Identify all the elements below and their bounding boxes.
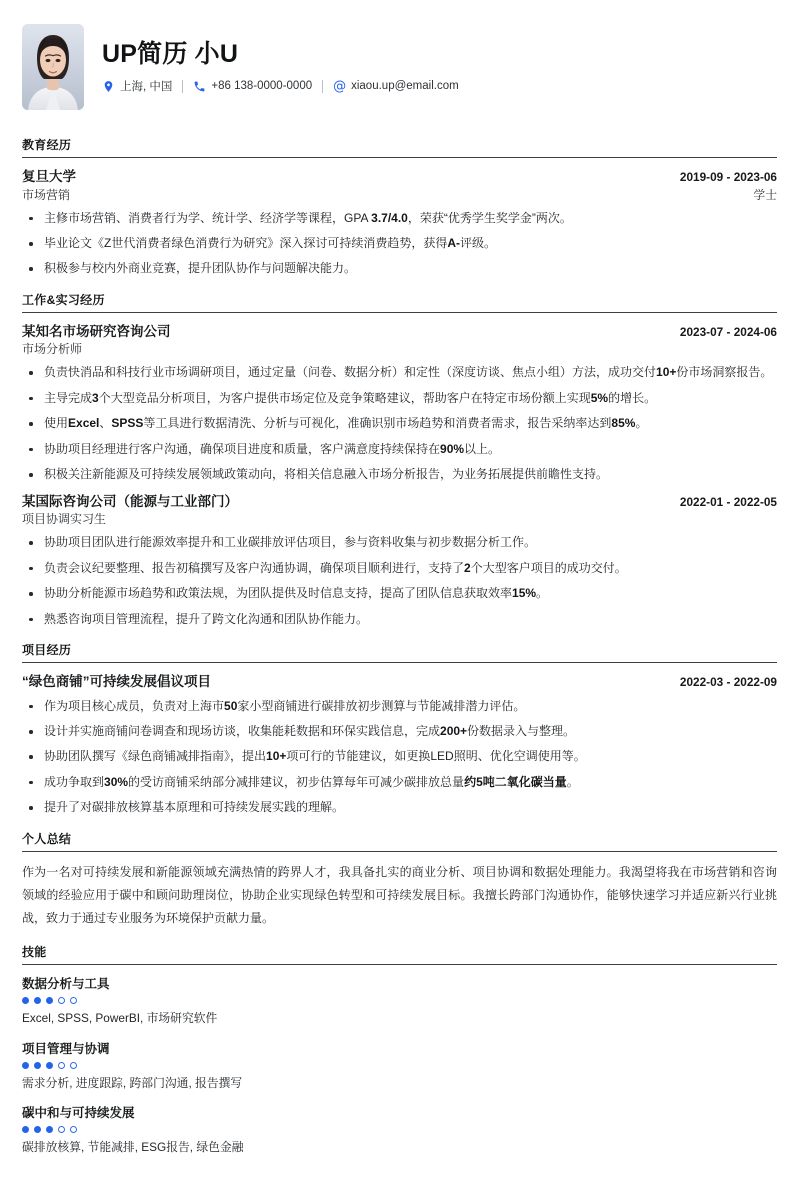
bullet-item: 积极关注新能源及可持续发展领域政策动向，将相关信息融入市场分析报告，为业务拓展提供前瞻性支持。 [22, 465, 777, 484]
entry-header [22, 167, 777, 187]
skills-list [22, 974, 777, 1157]
bullet-item: 协助项目团队进行能源效率提升和工业碳排放评估项目，参与资料收集与初步数据分析工作。 [22, 533, 777, 552]
work-entry [22, 322, 777, 485]
work-bullets [22, 363, 777, 484]
section-skills [22, 943, 777, 1157]
education-bullets [22, 209, 777, 279]
section-education [22, 136, 777, 279]
contact-email [333, 80, 459, 93]
education-degree: 学士 [753, 187, 777, 202]
bullet-item: 使用Excel、SPSS等工具进行数据清洗、分析与可视化，准确识别市场趋势和消费者需求，报告采纳率达到85%。 [22, 414, 777, 433]
section-title-projects: 项目经历 [22, 641, 777, 663]
bullet-item: 设计并实施商铺问卷调查和现场访谈，收集能耗数据和环保实践信息，完成200+份数据录入与整理。 [22, 722, 777, 741]
work-date: 2023-07 - 2024-06 [679, 324, 777, 339]
bullet-item: 协助团队撰写《绿色商铺减排指南》，提出10+项可行的节能建议，如更换LED照明、优化空调使用等。 [22, 747, 777, 766]
education-major: 市场营销 [22, 187, 71, 202]
work-title: 市场分析师 [22, 342, 83, 357]
contact-email-text: xiaou.up@email.com [351, 80, 459, 93]
rating-dot-filled [46, 1062, 53, 1069]
rating-dot-empty [58, 997, 65, 1004]
entry-subheader [22, 186, 777, 204]
rating-dot-filled [34, 1062, 41, 1069]
skill-rating-dots [22, 997, 777, 1004]
work-company: 某知名市场研究咨询公司 [22, 323, 171, 339]
rating-dot-filled [22, 1062, 29, 1069]
identity-block [102, 40, 777, 95]
bullet-item: 协助项目经理进行客户沟通，确保项目进度和质量，客户满意度持续保持在90%以上。 [22, 440, 777, 459]
contact-phone-text: +86 138-0000-0000 [211, 80, 313, 93]
contact-location-text: 上海, 中国 [120, 81, 173, 94]
skill-group-items: 碳排放核算, 节能减排, ESG报告, 绿色金融 [22, 1140, 244, 1155]
section-title-skills: 技能 [22, 943, 777, 965]
page-title: UP简历 小U [102, 39, 239, 68]
bullet-item: 作为项目核心成员，负责对上海市50家小型商铺进行碳排放初步测算与节能减排潜力评估。 [22, 697, 777, 716]
contact-location [102, 78, 172, 94]
skill-group-items: Excel, SPSS, PowerBI, 市场研究软件 [22, 1010, 218, 1025]
phone-icon [193, 80, 206, 93]
bullet-item: 主导完成3个大型竞品分析项目，为客户提供市场定位及竞争策略建议，帮助客户在特定市场份额上实现5%的增长。 [22, 389, 777, 408]
rating-dot-filled [46, 997, 53, 1004]
rating-dot-empty [58, 1062, 65, 1069]
bullet-item: 主修市场营销、消费者行为学、统计学、经济学等课程，GPA 3.7/4.0，荣获“优秀学生奖学金”两次。 [22, 209, 777, 228]
education-school: 复旦大学 [22, 169, 76, 184]
bullet-item: 积极参与校内外商业竞赛，提升团队协作与问题解决能力。 [22, 259, 777, 278]
contact-phone [193, 80, 312, 93]
section-summary [22, 830, 777, 931]
skill-group-name: 项目管理与协调 [22, 1041, 110, 1056]
project-entry [22, 672, 777, 818]
rating-dot-filled [34, 997, 41, 1004]
section-work [22, 291, 777, 629]
education-date: 2019-09 - 2023-06 [679, 170, 777, 184]
bullet-item: 熟悉咨询项目管理流程，提升了跨文化沟通和团队协作能力。 [22, 610, 777, 629]
rating-dot-empty [70, 997, 77, 1004]
entry-subheader [22, 510, 777, 528]
section-projects [22, 641, 777, 818]
work-date: 2022-01 - 2022-05 [679, 494, 777, 509]
rating-dot-filled [22, 997, 29, 1004]
contact-divider [322, 80, 323, 93]
skill-group-name: 碳中和与可持续发展 [22, 1106, 135, 1121]
skill-rating-dots [22, 1062, 777, 1069]
bullet-item: 成功争取到30%的受访商铺采纳部分减排建议，初步估算每年可减少碳排放总量约5吨二氧化碳当量。 [22, 773, 777, 792]
avatar [22, 24, 84, 110]
bullet-item: 提升了对碳排放核算基本原理和可持续发展实践的理解。 [22, 798, 777, 817]
entry-header [22, 322, 777, 342]
work-bullets [22, 533, 777, 629]
skill-group [22, 1103, 777, 1157]
section-title-education: 教育经历 [22, 136, 777, 158]
skill-group [22, 974, 777, 1028]
project-name: “绿色商铺”可持续发展倡议项目 [22, 673, 211, 689]
education-entry [22, 167, 777, 279]
skill-group-items: 需求分析, 进度跟踪, 跨部门沟通, 报告撰写 [22, 1075, 243, 1090]
project-date: 2022-03 - 2022-09 [679, 674, 777, 689]
at-sign-icon: @ [333, 78, 347, 94]
contact-divider [182, 80, 183, 93]
bullet-item: 负责会议纪要整理、报告初稿撰写及客户沟通协调，确保项目顺利进行，支持了2个大型客户项目的成功交付。 [22, 559, 777, 578]
bullet-item: 协助分析能源市场趋势和政策法规，为团队提供及时信息支持，提高了团队信息获取效率15%。 [22, 584, 777, 603]
project-bullets [22, 697, 777, 818]
bullet-item: 负责快消品和科技行业市场调研项目，通过定量（问卷、数据分析）和定性（深度访谈、焦点小组）方法，成功交付10+份市场洞察报告。 [22, 363, 777, 382]
skill-group [22, 1039, 777, 1093]
entry-subheader [22, 340, 777, 358]
work-company: 某国际咨询公司（能源与工业部门） [22, 493, 238, 509]
skill-group-name: 数据分析与工具 [22, 976, 110, 991]
section-title-work: 工作&实习经历 [22, 291, 777, 313]
work-title: 项目协调实习生 [22, 512, 107, 527]
contact-row [102, 78, 777, 94]
section-title-summary: 个人总结 [22, 830, 777, 852]
summary-paragraph: 作为一名对可持续发展和新能源领域充满热情的跨界人才，我具备扎实的商业分析、项目协调和数据处理能力。我渴望将我在市场营销和咨询领域的经验应用于碳中和顾问助理岗位，协助企业实现绿色转型和可持续发展目标。我擅长跨部门沟通协作，能够快速学习并适应新兴行业挑战，致力于通过专业服务为环境保护贡献力量。 [22, 864, 777, 926]
rating-dot-empty [70, 1062, 77, 1069]
bullet-item: 毕业论文《Z世代消费者绿色消费行为研究》深入探讨可持续消费趋势，获得A-评级。 [22, 234, 777, 253]
entry-header [22, 492, 777, 512]
location-pin-icon [102, 80, 115, 93]
resume-header [22, 20, 777, 124]
work-entry [22, 492, 777, 629]
entry-header [22, 672, 777, 692]
